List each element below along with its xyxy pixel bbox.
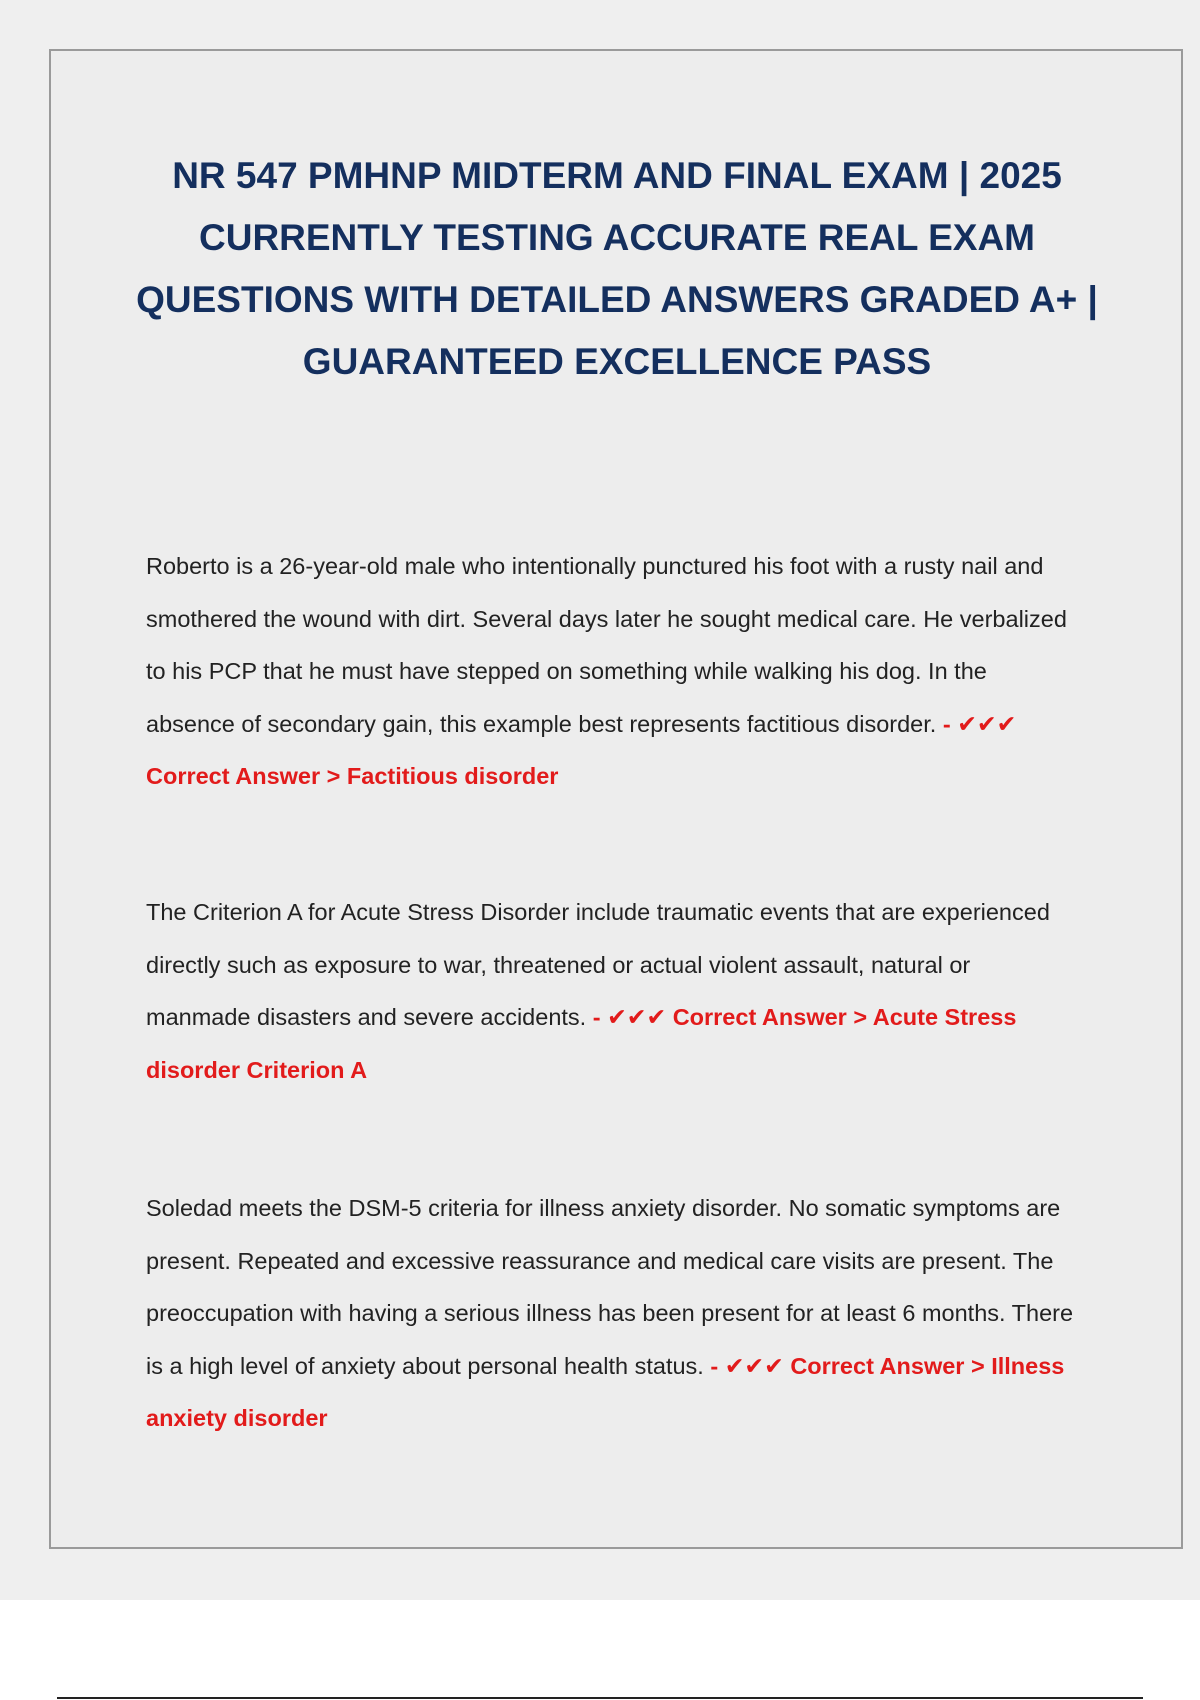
question-1-answer: - ✔✔✔ Correct Answer > Factitious disorder [146,710,1017,789]
question-2-text: The Criterion A for Acute Stress Disorder include traumatic events that are experienced directly such as exposure to war, threatened or actual violent assault, natural or manmade disasters and severe accidents. [146,899,1050,1030]
question-3-text: Soledad meets the DSM-5 criteria for illness anxiety disorder. No somatic symptoms are present. Repeated and excessive reassurance and medical care visits are present. The preoccupation with having a serious illness has been present for at least 6 months. There is a high level of anxiety about personal health status. [146,1195,1074,1379]
question-3 [146,1182,1076,1445]
document-title: NR 547 PMHNP MIDTERM AND FINAL EXAM | 2025 CURRENTLY TESTING ACCURATE REAL EXAM QUESTIONS WITH DETAILED ANSWERS GRADED A+ | GUARANTEED EXCELLENCE PASS [136,155,1098,382]
question-2 [146,886,1076,1096]
question-1-text: Roberto is a 26-year-old male who intentionally punctured his foot with a rusty nail and smothered the wound with dirt. Several days later he sought medical care. He verbalized to his PCP that he must have stepped on something while walking his dog. In the absence of secondary gain, this example best represents factitious disorder. [146,553,1067,737]
question-1 [146,540,1076,803]
question-3-answer: - ✔✔✔ Correct Answer > Illness anxiety disorder [146,1352,1065,1431]
question-2-answer: - ✔✔✔ Correct Answer > Acute Stress disorder Criterion A [146,1004,1017,1083]
bottom-divider [57,1697,1143,1699]
